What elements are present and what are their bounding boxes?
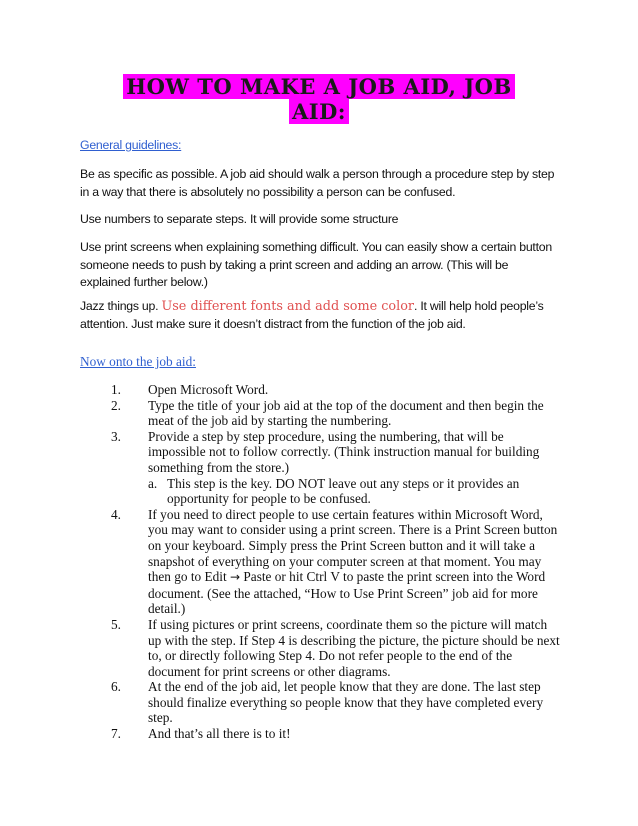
- jazz-trailing: . It will help hold people’s attention. Just make sure it doesn’t distract from the function of the job aid.: [80, 299, 544, 331]
- step-text: At the end of the job aid, let people know that they are done. The last step should finalize everything so people know that they have completed every step.: [148, 679, 544, 726]
- guideline-jazz: [80, 298, 560, 333]
- general-guidelines-heading: [80, 137, 560, 155]
- arrow-right-icon: →: [230, 570, 241, 585]
- jazz-accent-text: Use different fonts and add some color: [161, 299, 415, 314]
- title-block: [100, 74, 538, 124]
- sub-list-item: [148, 476, 560, 507]
- sub-step-text: This step is the key. DO NOT leave out any steps or it provides an opportunity for people to be confused.: [167, 475, 520, 507]
- step-number: 7.: [111, 726, 121, 742]
- steps-list: [80, 382, 560, 742]
- step-number: 2.: [111, 397, 121, 413]
- list-item: [80, 429, 560, 507]
- guideline-specific: Be as specific as possible. A job aid should walk a person through a procedure step by step in a way that there is absolutely no possibility a person can be confused.: [80, 167, 555, 199]
- job-aid-heading: [80, 354, 560, 370]
- general-guidelines-link[interactable]: General guidelines:: [80, 138, 182, 152]
- list-item: [80, 679, 560, 726]
- step-number: 3.: [111, 428, 121, 444]
- guideline-numbers: Use numbers to separate steps. It will provide some structure: [80, 212, 399, 226]
- jazz-lead: Jazz things up.: [80, 299, 159, 313]
- step-text: Provide a step by step procedure, using the numbering, that will be impossible not to follow correctly. (Think instruction manual for building something from the store.): [148, 428, 540, 475]
- list-item: [80, 617, 560, 679]
- sub-step-marker: a.: [148, 475, 158, 491]
- list-item: [80, 726, 560, 742]
- step-number: 6.: [111, 679, 121, 695]
- step-text: Type the title of your job aid at the top of the document and then begin the meat of the job aid by starting the numbering.: [148, 397, 544, 429]
- step-text: Open Microsoft Word.: [148, 382, 269, 397]
- job-aid-heading-link[interactable]: Now onto the job aid:: [80, 354, 196, 369]
- step-text: And that’s all there is to it!: [148, 726, 291, 742]
- step-number: 5.: [111, 616, 121, 632]
- list-item: [80, 398, 560, 429]
- page-title: HOW TO MAKE A JOB AID, JOB AID:: [123, 74, 514, 124]
- guideline-print-screens: Use print screens when explaining something difficult. You can easily show a certain button someone needs to push by taking a print screen and adding an arrow. (This will be explained further below.): [80, 240, 552, 289]
- step-text: If using pictures or print screens, coordinate them so the picture will match up with the step. If Step 4 is describing the picture, the picture should be next to, or directly following Step 4. Do not refer people to the end of the document for print screens or other diagrams.: [148, 616, 560, 679]
- step-text: If you need to direct people to use certain features within Microsoft Word, you may want to consider using a print screen. There is a Print Screen button on your keyboard. Simply press the Print Screen button and it will take a snapshot of everything on your computer screen at that moment. You may then go to Edit: [148, 506, 558, 585]
- step-number: 1.: [111, 382, 121, 397]
- list-item: [80, 507, 560, 617]
- list-item: [80, 382, 560, 398]
- step-text-continued: Paste or hit Ctrl V to paste the print screen into the Word document. (See the attached, “How to Use Print Screen” job aid for more detail.): [148, 569, 546, 617]
- step-number: 4.: [111, 506, 121, 522]
